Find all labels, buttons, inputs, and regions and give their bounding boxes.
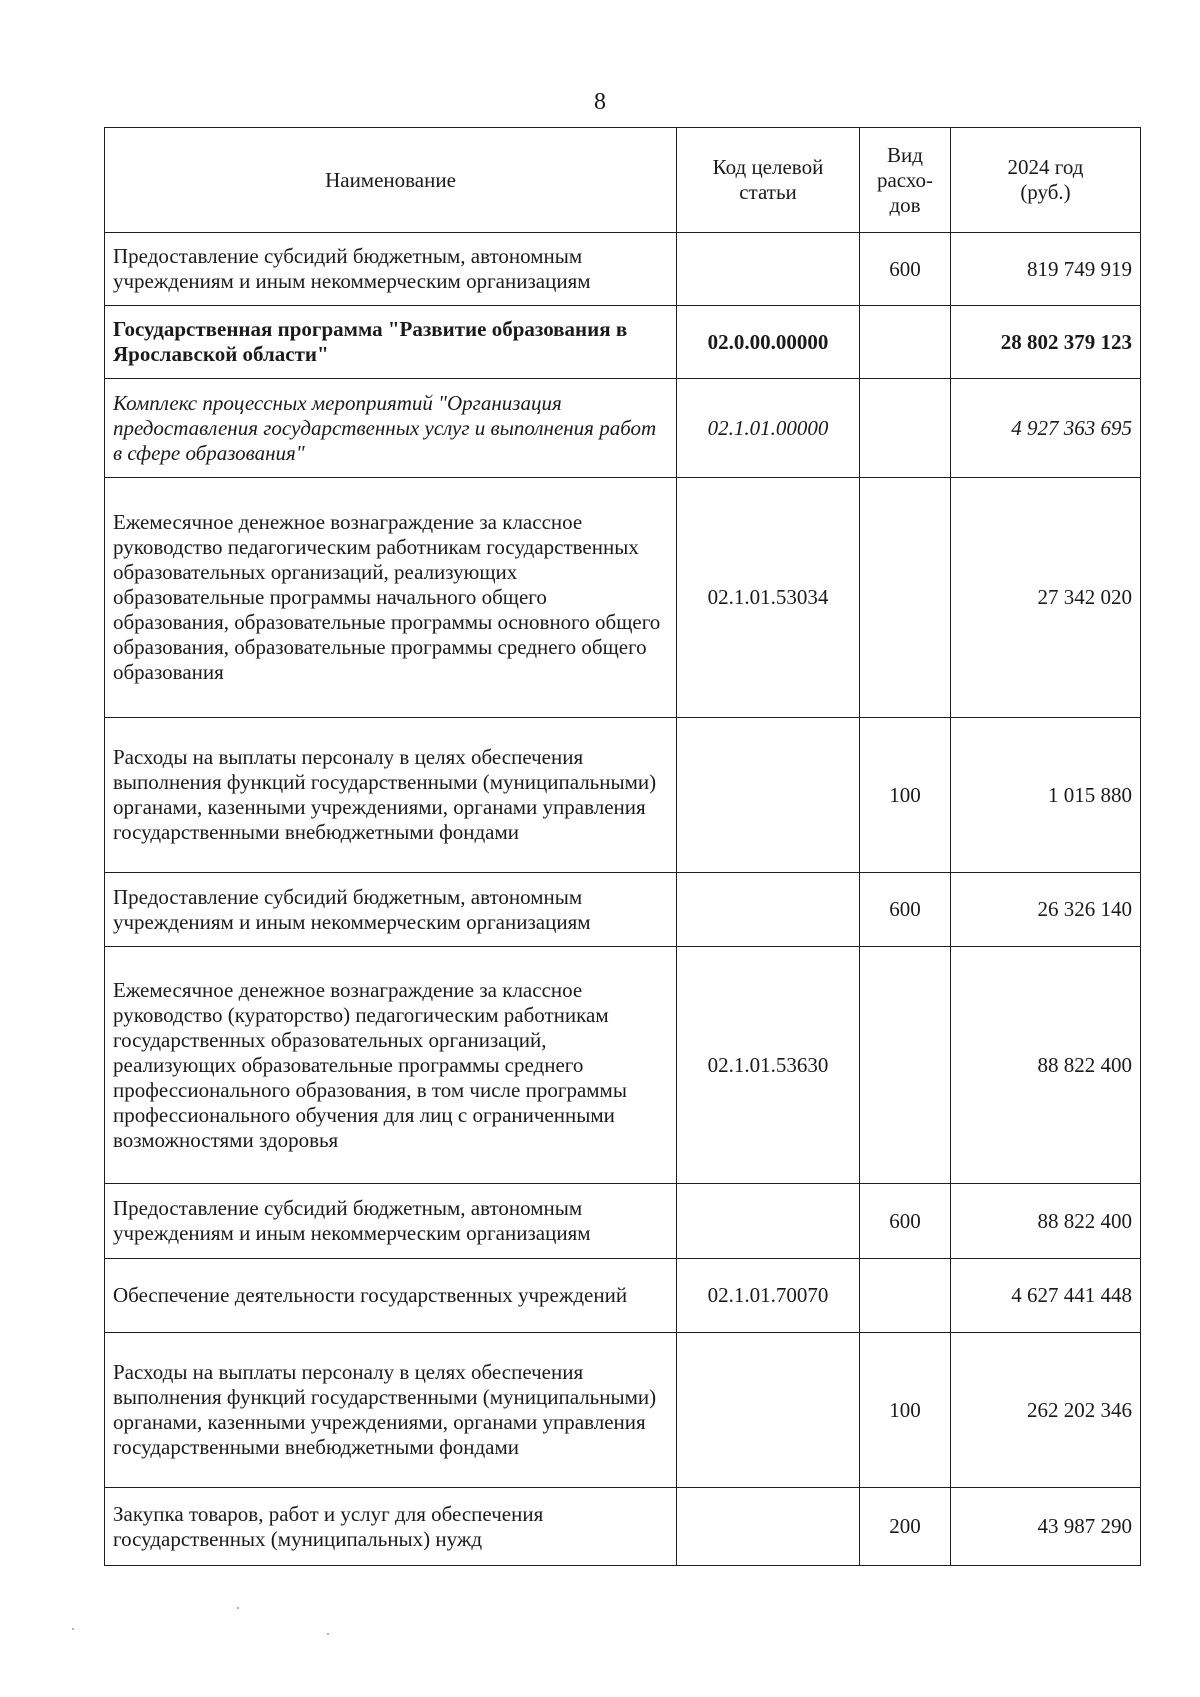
budget-table bbox=[104, 127, 1141, 1566]
scan-speck bbox=[327, 1633, 329, 1635]
scan-speck bbox=[72, 1628, 74, 1630]
scan-speck bbox=[237, 1607, 239, 1609]
row-name: Предоставление субсидий бюджетным, автономным учреждениям и иным некоммерческим организациям bbox=[105, 233, 677, 306]
table-row bbox=[105, 1333, 1141, 1488]
row-type bbox=[860, 306, 951, 379]
row-amount: 88 822 400 bbox=[951, 947, 1141, 1184]
row-name: Ежемесячное денежное вознаграждение за классное руководство педагогическим работникам государственных образовательных организаций, реализующих образовательные программы начального общего образования, образовательные программы основного общего образования, образовательные программы среднего общего образования bbox=[105, 478, 677, 718]
row-amount: 28 802 379 123 bbox=[951, 306, 1141, 379]
row-type bbox=[860, 1259, 951, 1333]
row-type: 100 bbox=[860, 718, 951, 873]
row-name: Комплекс процессных мероприятий "Организация предоставления государственных услуг и выполнения работ в сфере образования" bbox=[105, 379, 677, 478]
row-amount: 1 015 880 bbox=[951, 718, 1141, 873]
row-amount: 819 749 919 bbox=[951, 233, 1141, 306]
table-row bbox=[105, 873, 1141, 947]
row-type: 100 bbox=[860, 1333, 951, 1488]
row-code bbox=[677, 233, 860, 306]
table-row bbox=[105, 379, 1141, 478]
row-type bbox=[860, 947, 951, 1184]
row-name: Закупка товаров, работ и услуг для обеспечения государственных (муниципальных) нужд bbox=[105, 1488, 677, 1566]
table-row bbox=[105, 718, 1141, 873]
row-amount: 26 326 140 bbox=[951, 873, 1141, 947]
page-number: 8 bbox=[594, 89, 606, 115]
row-code: 02.1.01.00000 bbox=[677, 379, 860, 478]
row-type: 600 bbox=[860, 1184, 951, 1259]
row-name: Государственная программа "Развитие образования в Ярославской области" bbox=[105, 306, 677, 379]
row-code: 02.1.01.70070 bbox=[677, 1259, 860, 1333]
row-code: 02.1.01.53630 bbox=[677, 947, 860, 1184]
row-type: 600 bbox=[860, 873, 951, 947]
table-header bbox=[105, 128, 1141, 233]
header-code: Код целевой статьи bbox=[677, 128, 860, 233]
row-code bbox=[677, 1333, 860, 1488]
row-name: Расходы на выплаты персоналу в целях обеспечения выполнения функций государственными (муниципальными) органами, казенными учреждениями, органами управления государственными внебюджетными фондами bbox=[105, 718, 677, 873]
row-code bbox=[677, 1184, 860, 1259]
header-name: Наименование bbox=[105, 128, 677, 233]
row-code: 02.1.01.53034 bbox=[677, 478, 860, 718]
row-amount: 4 927 363 695 bbox=[951, 379, 1141, 478]
row-amount: 4 627 441 448 bbox=[951, 1259, 1141, 1333]
row-amount: 262 202 346 bbox=[951, 1333, 1141, 1488]
table-row bbox=[105, 1259, 1141, 1333]
row-name: Предоставление субсидий бюджетным, автономным учреждениям и иным некоммерческим организациям bbox=[105, 873, 677, 947]
row-name: Предоставление субсидий бюджетным, автономным учреждениям и иным некоммерческим организациям bbox=[105, 1184, 677, 1259]
header-type: Вид расхо-дов bbox=[860, 128, 951, 233]
row-amount: 27 342 020 bbox=[951, 478, 1141, 718]
row-type: 200 bbox=[860, 1488, 951, 1566]
table-row bbox=[105, 1184, 1141, 1259]
row-type bbox=[860, 379, 951, 478]
table-row bbox=[105, 233, 1141, 306]
row-type bbox=[860, 478, 951, 718]
table-row bbox=[105, 478, 1141, 718]
header-row bbox=[105, 128, 1141, 233]
row-name: Расходы на выплаты персоналу в целях обеспечения выполнения функций государственными (муниципальными) органами, казенными учреждениями, органами управления государственными внебюджетными фондами bbox=[105, 1333, 677, 1488]
header-amount: 2024 год (руб.) bbox=[951, 128, 1141, 233]
row-code bbox=[677, 718, 860, 873]
row-name: Ежемесячное денежное вознаграждение за классное руководство (кураторство) педагогическим работникам государственных образовательных организаций, реализующих образовательные программы среднего профессионального образования, в том числе программы профессионального обучения для лиц с ограниченными возможностями здоровья bbox=[105, 947, 677, 1184]
table-row bbox=[105, 1488, 1141, 1566]
row-code bbox=[677, 1488, 860, 1566]
row-amount: 88 822 400 bbox=[951, 1184, 1141, 1259]
row-code: 02.0.00.00000 bbox=[677, 306, 860, 379]
row-type: 600 bbox=[860, 233, 951, 306]
row-amount: 43 987 290 bbox=[951, 1488, 1141, 1566]
row-name: Обеспечение деятельности государственных учреждений bbox=[105, 1259, 677, 1333]
table-row bbox=[105, 947, 1141, 1184]
table-row bbox=[105, 306, 1141, 379]
row-code bbox=[677, 873, 860, 947]
table-body bbox=[105, 233, 1141, 1566]
